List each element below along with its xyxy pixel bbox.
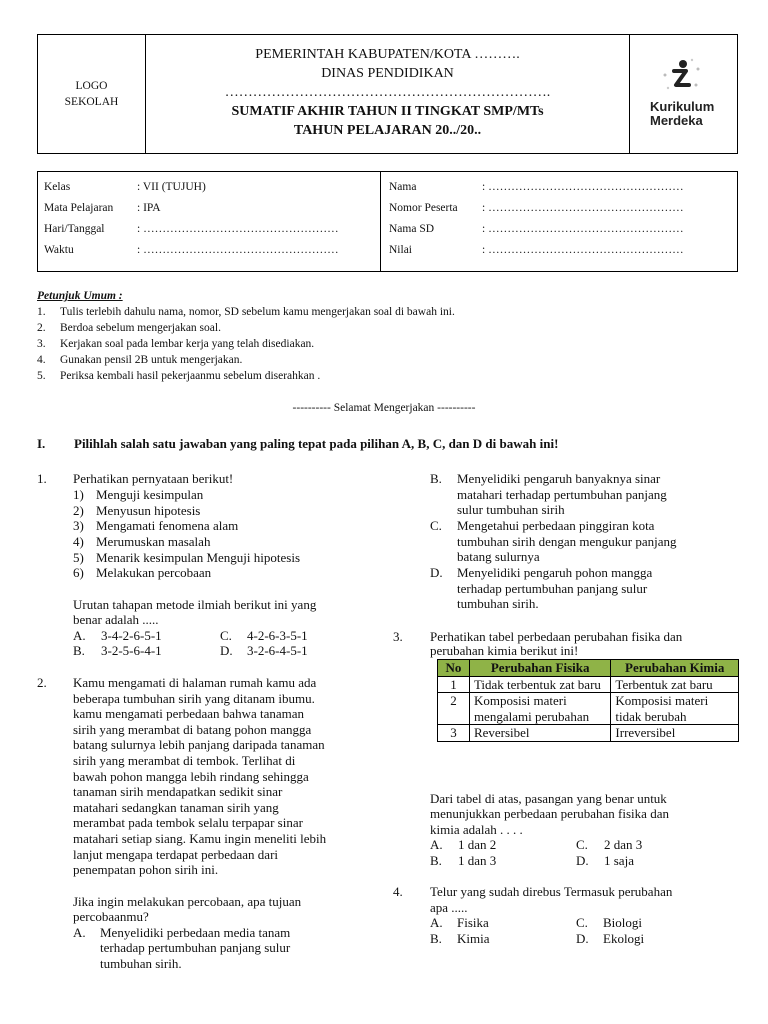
option-a[interactable]: 3-4-2-6-5-1 bbox=[101, 628, 162, 643]
question-1 bbox=[37, 471, 377, 661]
table-header-row bbox=[438, 660, 739, 677]
question-ask: benar adalah ..... bbox=[73, 612, 159, 627]
option-label: B. bbox=[430, 853, 442, 868]
question-number: 4. bbox=[393, 884, 403, 899]
info-label: Nomor Peserta bbox=[389, 202, 458, 214]
question-text-line: sirih yang merambat di batang pohon mangga bbox=[73, 722, 312, 737]
question-number: 2. bbox=[37, 675, 47, 690]
question-text-line: sirih yang merambat di tembok. Terlihat di bbox=[73, 753, 296, 768]
info-divider bbox=[380, 172, 381, 271]
question-ask: Dari tabel di atas, pasangan yang benar untuk bbox=[430, 791, 667, 806]
option-label: B. bbox=[73, 643, 85, 658]
logo-text-2: SEKOLAH bbox=[64, 96, 119, 108]
table-cell: Tidak terbentuk zat baru bbox=[469, 676, 610, 693]
info-value: : …………………………………………… bbox=[482, 181, 684, 193]
option-a[interactable]: 1 dan 2 bbox=[458, 837, 497, 852]
option-label: A. bbox=[73, 628, 86, 643]
option-d[interactable]: Ekologi bbox=[603, 931, 645, 946]
info-label: Nilai bbox=[389, 244, 412, 256]
dinas-line: DINAS PENDIDIKAN bbox=[321, 66, 454, 81]
section-number: I. bbox=[37, 436, 46, 451]
info-label: Kelas bbox=[44, 181, 71, 193]
question-2-options-continued bbox=[393, 471, 738, 616]
option-label: D. bbox=[430, 565, 443, 580]
kurikulum-merdeka-icon bbox=[652, 55, 712, 95]
option-c[interactable]: Mengetahui perbedaan pinggiran kota bbox=[457, 518, 655, 533]
option-b-cont[interactable]: matahari terhadap pertumbuhan panjang bbox=[457, 487, 667, 502]
question-text-line: tanaman sirih mendapatkan sedikit sinar bbox=[73, 784, 283, 799]
question-text-line: kamu mengamati perbedaan bahwa tanaman bbox=[73, 706, 305, 721]
section-instruction: Pilihlah salah satu jawaban yang paling tepat pada pilihan A, B, C, dan D di bawah ini! bbox=[74, 436, 559, 451]
table-cell: 1 bbox=[438, 676, 470, 693]
question-2 bbox=[37, 675, 382, 975]
info-value: : VII (TUJUH) bbox=[137, 181, 206, 193]
table-header: Perubahan Kimia bbox=[611, 660, 739, 677]
option-label: C. bbox=[220, 628, 232, 643]
info-label: Nama bbox=[389, 181, 417, 193]
list-item: Mengamati fenomena alam bbox=[96, 518, 239, 533]
option-b-cont[interactable]: sulur tumbuhan sirih bbox=[457, 502, 565, 517]
option-c[interactable]: Biologi bbox=[603, 915, 643, 930]
info-value: : …………………………………………… bbox=[482, 202, 684, 214]
instruction-item: 5. Periksa kembali hasil pekerjaanmu sebelum diserahkan . bbox=[37, 370, 321, 382]
school-logo-placeholder bbox=[38, 35, 146, 153]
list-marker: 3) bbox=[73, 518, 84, 533]
option-label: A. bbox=[73, 925, 86, 940]
question-number: 1. bbox=[37, 471, 47, 486]
info-value: : …………………………………………… bbox=[482, 244, 684, 256]
question-text-line: lanjut mengapa terdapat perbedaan dari bbox=[73, 847, 279, 862]
instructions-title: Petunjuk Umum : bbox=[37, 290, 123, 302]
question-stem: Perhatikan tabel perbedaan perubahan fisika dan bbox=[430, 629, 683, 644]
info-value: : IPA bbox=[137, 202, 161, 214]
option-c-cont[interactable]: tumbuhan sirih dengan mengukur panjang bbox=[457, 534, 677, 549]
question-text-line: merambat pada tembok selalu terpapar sinar bbox=[73, 815, 303, 830]
question-text-line: batang sulurnya lebih panjang daripada tanaman bbox=[73, 737, 325, 752]
option-d-cont[interactable]: tumbuhan sirih. bbox=[457, 596, 539, 611]
table-header: No bbox=[438, 660, 470, 677]
question-stem: perubahan kimia berikut ini! bbox=[430, 643, 579, 658]
list-item: Melakukan percobaan bbox=[96, 565, 212, 580]
physical-chemical-change-table bbox=[437, 659, 739, 742]
option-label: B. bbox=[430, 931, 442, 946]
header-title-block bbox=[146, 35, 630, 153]
general-instructions bbox=[37, 288, 737, 384]
question-stem: apa ..... bbox=[430, 900, 468, 915]
option-label: B. bbox=[430, 471, 442, 486]
list-item: Menguji kesimpulan bbox=[96, 487, 204, 502]
table-cell: 2 bbox=[438, 693, 470, 725]
student-info-box bbox=[37, 171, 738, 272]
option-c[interactable]: 2 dan 3 bbox=[604, 837, 643, 852]
brand-line-2: Merdeka bbox=[650, 113, 703, 128]
info-value: : …………………………………………… bbox=[137, 223, 339, 235]
option-b[interactable]: 3-2-5-6-4-1 bbox=[101, 643, 162, 658]
question-ask: Jika ingin melakukan percobaan, apa tujuan bbox=[73, 894, 302, 909]
info-label: Waktu bbox=[44, 244, 74, 256]
question-stem: Perhatikan pernyataan berikut! bbox=[73, 471, 234, 486]
question-text-line: matahari setiap siang. Kamu ingin meneliti lebih bbox=[73, 831, 327, 846]
table-cell: 3 bbox=[438, 725, 470, 742]
list-item: Menyusun hipotesis bbox=[96, 503, 201, 518]
option-b[interactable]: Kimia bbox=[457, 931, 490, 946]
logo-text-1: LOGO bbox=[75, 80, 108, 92]
table-cell: Irreversibel bbox=[611, 725, 739, 742]
question-3 bbox=[393, 629, 743, 869]
info-label: Mata Pelajaran bbox=[44, 202, 114, 214]
table-cell: Komposisi materi tidak berubah bbox=[611, 693, 739, 725]
dotted-line: ……………………………………………………………. bbox=[224, 85, 551, 100]
list-marker: 2) bbox=[73, 503, 84, 518]
option-b[interactable]: 1 dan 3 bbox=[458, 853, 497, 868]
question-ask: percobaanmu? bbox=[73, 909, 149, 924]
list-marker: 4) bbox=[73, 534, 84, 549]
list-marker: 6) bbox=[73, 565, 84, 580]
exam-header bbox=[37, 34, 738, 154]
option-d-cont[interactable]: terhadap pertumbuhan panjang sulur bbox=[457, 581, 648, 596]
info-label: Nama SD bbox=[389, 223, 435, 235]
option-b[interactable]: Menyelidiki pengaruh banyaknya sinar bbox=[457, 471, 661, 486]
option-d[interactable]: Menyelidiki pengaruh pohon mangga bbox=[457, 565, 653, 580]
gov-line: PEMERINTAH KABUPATEN/KOTA ………. bbox=[255, 47, 520, 62]
question-ask: menunjukkan perbedaan perubahan fisika dan bbox=[430, 806, 669, 821]
table-header: Perubahan Fisika bbox=[469, 660, 610, 677]
kurikulum-merdeka-logo bbox=[630, 35, 737, 153]
option-label: D. bbox=[576, 853, 589, 868]
question-text-line: Kamu mengamati di halaman rumah kamu ada bbox=[73, 675, 317, 690]
list-marker: 1) bbox=[73, 487, 84, 502]
info-label: Hari/Tanggal bbox=[44, 223, 105, 235]
option-label: D. bbox=[220, 643, 233, 658]
option-label: C. bbox=[430, 518, 442, 533]
question-text-line: beberapa tumbuhan sirih yang ditanam ibumu. bbox=[73, 691, 315, 706]
option-a[interactable]: Fisika bbox=[457, 915, 489, 930]
instruction-item: 1. Tulis terlebih dahulu nama, nomor, SD sebelum kamu mengerjakan soal di bawah ini. bbox=[37, 306, 455, 318]
option-c[interactable]: 4-2-6-3-5-1 bbox=[247, 628, 308, 643]
instruction-item: 3. Kerjakan soal pada lembar kerja yang telah disediakan. bbox=[37, 338, 315, 350]
question-ask: Urutan tahapan metode ilmiah berikut ini yang bbox=[73, 597, 317, 612]
list-marker: 5) bbox=[73, 550, 84, 565]
list-item: Menarik kesimpulan Menguji hipotesis bbox=[96, 550, 301, 565]
exam-title: SUMATIF AKHIR TAHUN II TINGKAT SMP/MTs bbox=[231, 104, 544, 119]
table-row bbox=[438, 676, 739, 693]
question-text-line: penempatan pohon sirih ini. bbox=[73, 862, 219, 877]
table-row bbox=[438, 725, 739, 742]
question-text-line: bawah pohon mangga lebih rindang sehingga bbox=[73, 769, 309, 784]
option-d[interactable]: 3-2-6-4-5-1 bbox=[247, 643, 308, 658]
instruction-item: 2. Berdoa sebelum mengerjakan soal. bbox=[37, 322, 221, 334]
table-cell: Komposisi materi mengalami perubahan bbox=[469, 693, 610, 725]
table-cell: Terbentuk zat baru bbox=[611, 676, 739, 693]
list-item: Merumuskan masalah bbox=[96, 534, 211, 549]
option-label: C. bbox=[576, 915, 588, 930]
academic-year: TAHUN PELAJARAN 20../20.. bbox=[293, 123, 482, 138]
instruction-item: 4. Gunakan pensil 2B untuk mengerjakan. bbox=[37, 354, 243, 366]
option-c-cont[interactable]: batang sulurnya bbox=[457, 549, 540, 564]
table-cell: Reversibel bbox=[469, 725, 610, 742]
brand-line-1: Kurikulum bbox=[650, 99, 715, 114]
question-text-line: matahari sedangkan tanaman sirih yang bbox=[73, 800, 279, 815]
option-a-cont[interactable]: terhadap pertumbuhan panjang sulur bbox=[100, 940, 291, 955]
option-label: A. bbox=[430, 837, 443, 852]
question-4 bbox=[393, 884, 738, 954]
table-row bbox=[438, 693, 739, 725]
option-a[interactable]: Menyelidiki perbedaan media tanam bbox=[100, 925, 291, 940]
info-value: : …………………………………………… bbox=[137, 244, 339, 256]
option-a-cont[interactable]: tumbuhan sirih. bbox=[100, 956, 182, 971]
option-d[interactable]: 1 saja bbox=[604, 853, 634, 868]
question-ask: kimia adalah . . . . bbox=[430, 822, 523, 837]
question-number: 3. bbox=[393, 629, 403, 644]
option-label: D. bbox=[576, 931, 589, 946]
option-label: A. bbox=[430, 915, 443, 930]
info-value: : …………………………………………… bbox=[482, 223, 684, 235]
option-label: C. bbox=[576, 837, 588, 852]
question-stem: Telur yang sudah direbus Termasuk perubahan bbox=[430, 884, 673, 899]
good-luck-line: ---------- Selamat Mengerjakan ---------- bbox=[292, 402, 476, 414]
